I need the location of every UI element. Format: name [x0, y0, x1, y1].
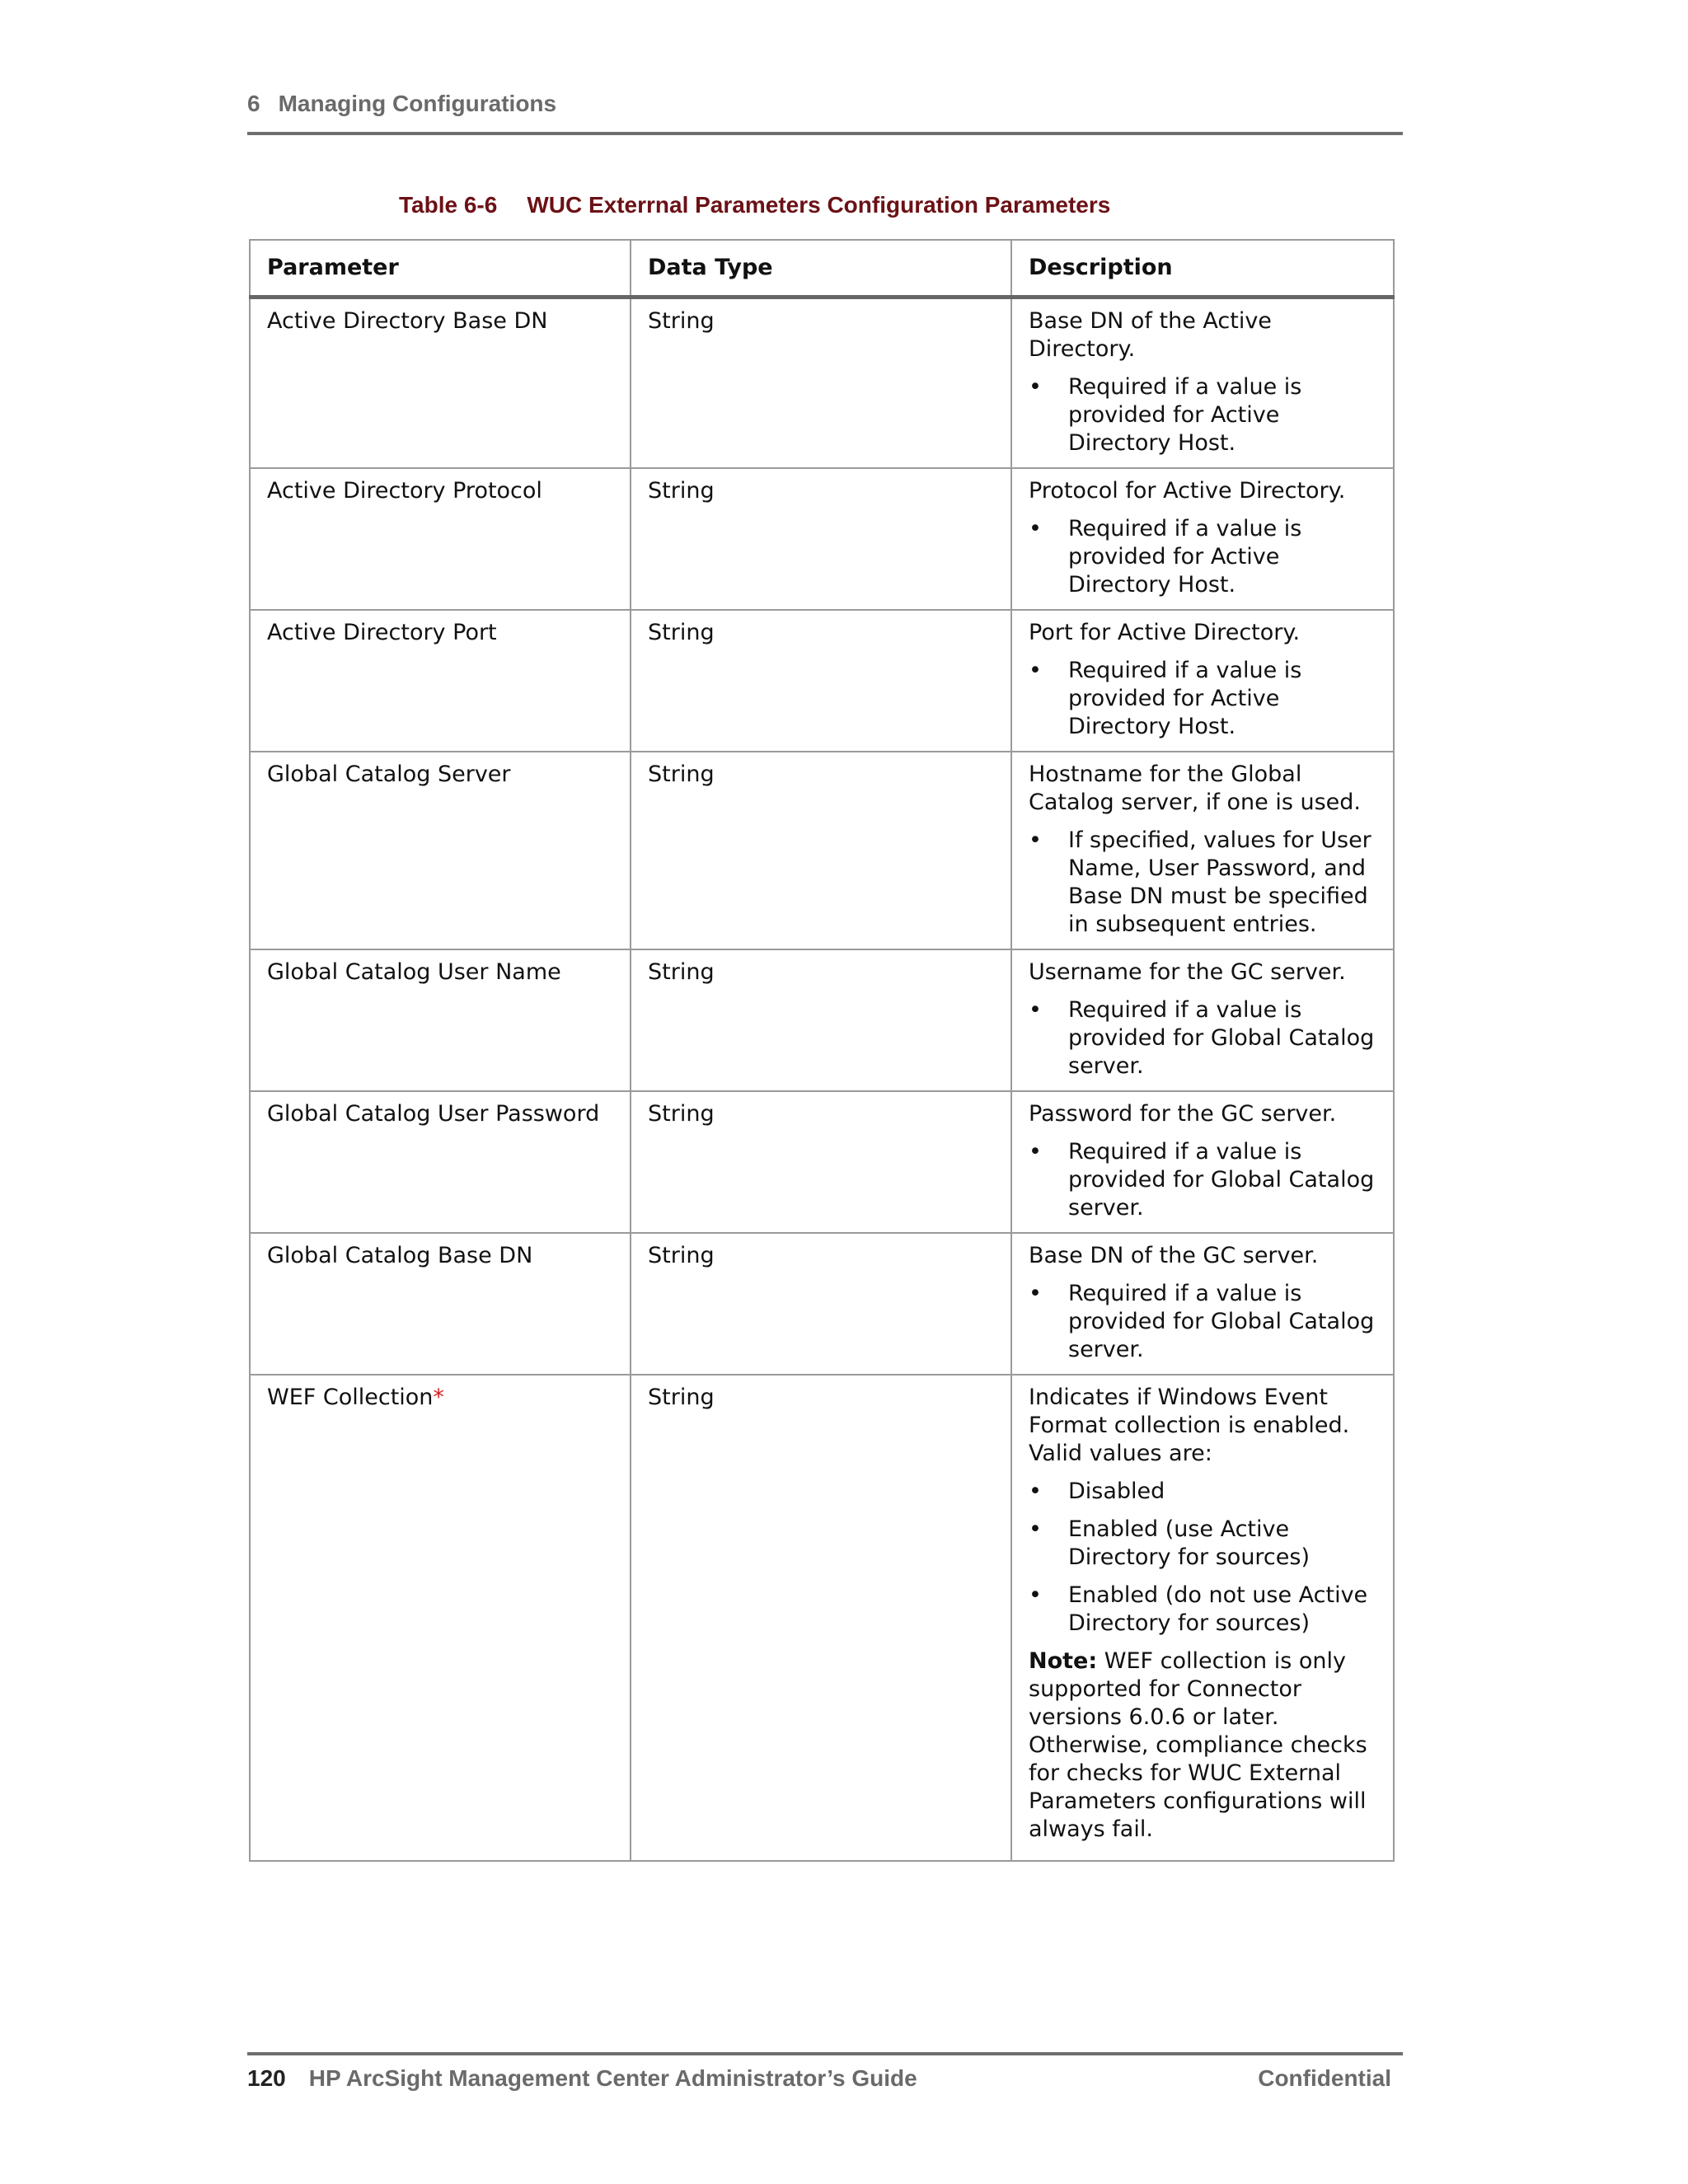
bullet-icon: • — [1029, 658, 1042, 683]
bullet-icon: • — [1029, 1582, 1042, 1608]
description-text: Protocol for Active Directory. — [1029, 478, 1346, 504]
data-type-cell: String — [631, 468, 1011, 610]
bullet-text: Required if a value is provided for Active Directory Host. — [1068, 516, 1302, 598]
description-cell — [1011, 298, 1394, 469]
running-header — [247, 91, 1403, 135]
bullet-icon: • — [1029, 1139, 1042, 1165]
table-row — [250, 468, 1394, 610]
table-caption-title: WUC Exterrnal Parameters Configuration Parameters — [527, 192, 1111, 218]
description-text: Password for the GC server. — [1029, 1101, 1337, 1127]
table-row — [250, 1091, 1394, 1233]
bullet-list — [1029, 1280, 1378, 1364]
book-title: HP ArcSight Management Center Administrator’s Guide — [308, 2065, 917, 2091]
parameter-cell: Global Catalog User Name — [250, 949, 631, 1091]
parameter-cell: Global Catalog User Password — [250, 1091, 631, 1233]
bullet-item — [1029, 1582, 1378, 1638]
bullet-item — [1029, 515, 1378, 599]
bullet-list — [1029, 373, 1378, 457]
bullet-icon: • — [1029, 374, 1042, 400]
description-text: Port for Active Directory. — [1029, 620, 1301, 645]
bullet-item — [1029, 373, 1378, 457]
description-text: Username for the GC server. — [1029, 959, 1346, 985]
bullet-list — [1029, 827, 1378, 939]
parameter-cell: Active Directory Base DN — [250, 298, 631, 469]
bullet-item — [1029, 1280, 1378, 1364]
bullet-icon: • — [1029, 516, 1042, 541]
description-text: Indicates if Windows Event Format collection is enabled. Valid values are: — [1029, 1385, 1350, 1466]
parameter-name: WEF Collection — [267, 1385, 434, 1410]
description-text: Base DN of the GC server. — [1029, 1243, 1319, 1268]
bullet-text: If specified, values for User Name, User Password, and Base DN must be specified in subsequent entries. — [1068, 827, 1372, 937]
chapter-title: Managing Configurations — [278, 91, 557, 116]
table-caption — [399, 192, 1110, 218]
note-text: WEF collection is only supported for Connector versions 6.0.6 or later. Otherwise, compliance checks for checks for WUC External Parameters configurations will always fail. — [1029, 1648, 1367, 1842]
data-type-cell: String — [631, 610, 1011, 752]
bullet-item — [1029, 1478, 1378, 1506]
required-marker: * — [433, 1385, 444, 1410]
bullet-icon: • — [1029, 1281, 1042, 1306]
bullet-list — [1029, 996, 1378, 1080]
description-cell — [1011, 752, 1394, 949]
description-text: Hostname for the Global Catalog server, if one is used. — [1029, 762, 1361, 815]
bullet-text: Required if a value is provided for Active Directory Host. — [1068, 658, 1302, 739]
parameter-cell: Global Catalog Server — [250, 752, 631, 949]
description-cell — [1011, 468, 1394, 610]
parameter-cell: Active Directory Port — [250, 610, 631, 752]
table-row — [250, 1233, 1394, 1375]
bullet-list — [1029, 657, 1378, 741]
note-block — [1029, 1647, 1378, 1844]
description-cell — [1011, 949, 1394, 1091]
data-type-cell: String — [631, 1091, 1011, 1233]
bullet-text: Enabled (use Active Directory for sources) — [1068, 1516, 1310, 1570]
bullet-list — [1029, 515, 1378, 599]
bullet-icon: • — [1029, 1516, 1042, 1542]
bullet-list — [1029, 1478, 1378, 1638]
table-row — [250, 1375, 1394, 1861]
chapter-number: 6 — [247, 91, 260, 116]
bullet-item — [1029, 1516, 1378, 1572]
table-row — [250, 298, 1394, 469]
page-number: 120 — [247, 2065, 286, 2091]
parameter-cell: Global Catalog Base DN — [250, 1233, 631, 1375]
column-header-data-type: Data Type — [631, 240, 1011, 298]
note-label: Note: — [1029, 1648, 1098, 1674]
bullet-icon: • — [1029, 827, 1042, 853]
data-type-cell: String — [631, 1375, 1011, 1861]
column-header-parameter: Parameter — [250, 240, 631, 298]
bullet-list — [1029, 1138, 1378, 1222]
table-header-row — [250, 240, 1394, 298]
bullet-item — [1029, 657, 1378, 741]
confidential-label: Confidential — [1258, 2065, 1391, 2091]
parameter-cell — [250, 1375, 631, 1861]
bullet-text: Required if a value is provided for Global Catalog server. — [1068, 1281, 1375, 1362]
description-text: Base DN of the Active Directory. — [1029, 308, 1272, 362]
bullet-icon: • — [1029, 997, 1042, 1023]
table-caption-number: Table 6-6 — [399, 192, 498, 218]
bullet-icon: • — [1029, 1479, 1042, 1504]
data-type-cell: String — [631, 949, 1011, 1091]
description-cell — [1011, 1375, 1394, 1861]
bullet-item — [1029, 1138, 1378, 1222]
description-cell — [1011, 1233, 1394, 1375]
data-type-cell: String — [631, 752, 1011, 949]
table-row — [250, 752, 1394, 949]
table-row — [250, 610, 1394, 752]
data-type-cell: String — [631, 298, 1011, 469]
table-row — [250, 949, 1394, 1091]
bullet-text: Required if a value is provided for Active Directory Host. — [1068, 374, 1302, 456]
bullet-text: Required if a value is provided for Global Catalog server. — [1068, 997, 1375, 1079]
running-footer — [247, 2052, 1403, 2102]
bullet-text: Enabled (do not use Active Directory for sources) — [1068, 1582, 1368, 1636]
bullet-item — [1029, 827, 1378, 939]
data-type-cell: String — [631, 1233, 1011, 1375]
bullet-text: Disabled — [1068, 1479, 1165, 1504]
bullet-item — [1029, 996, 1378, 1080]
parameter-cell: Active Directory Protocol — [250, 468, 631, 610]
description-cell — [1011, 610, 1394, 752]
column-header-description: Description — [1011, 240, 1394, 298]
description-cell — [1011, 1091, 1394, 1233]
parameters-table — [249, 239, 1395, 1862]
bullet-text: Required if a value is provided for Global Catalog server. — [1068, 1139, 1375, 1221]
